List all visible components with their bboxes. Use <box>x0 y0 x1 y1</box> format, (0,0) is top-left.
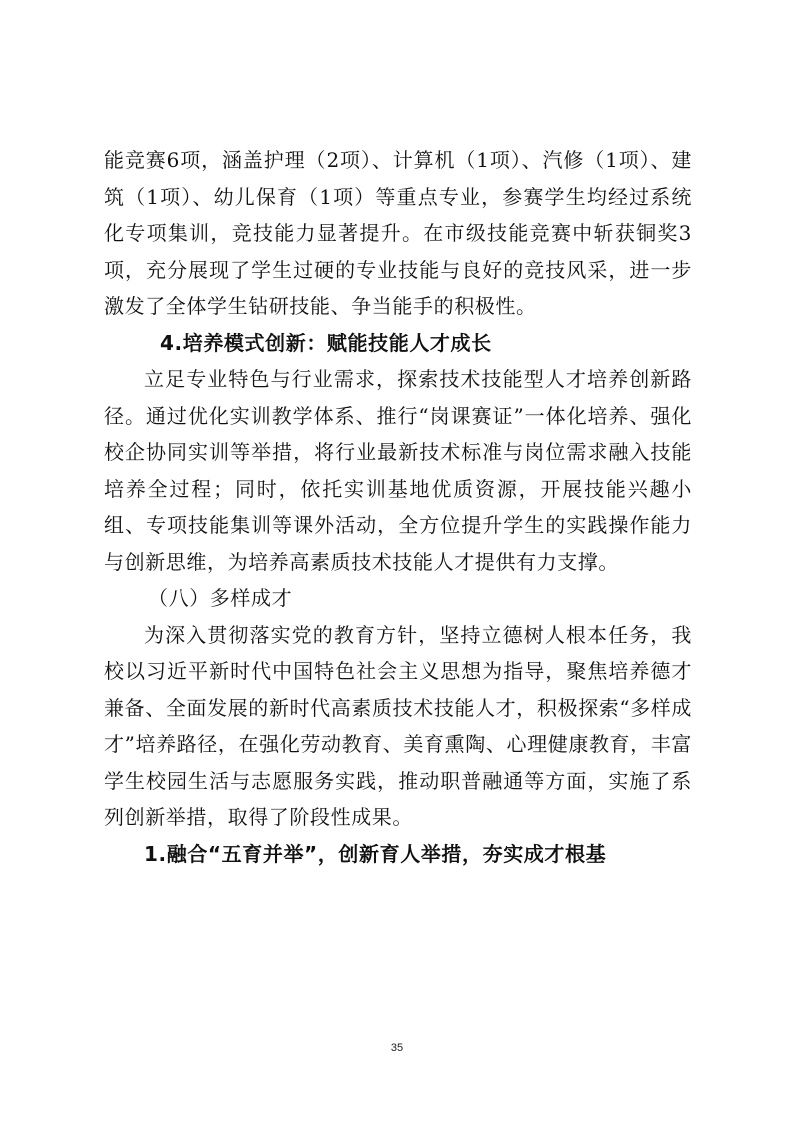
paragraph-diverse-talent: 为深入贯彻落实党的教育方针，坚持立德树人根本任务，我校以习近平新时代中国特色社会主义思想为指导，聚焦培养德才兼备、全面发展的新时代高素质技术技能人才，积极探索“多样成才”培养路径，在强化劳动教育、美育熏陶、心理健康教育，丰富学生校园生活与志愿服务实践，推动职普融通等方面，实施了系列创新举措，取得了阶段性成果。 <box>104 622 692 829</box>
body-text <box>104 142 692 872</box>
section-title-diverse-talent: （八）多样成才 <box>148 586 293 610</box>
paragraph-competition-results: 能竞赛6项，涵盖护理（2项）、计算机（1项）、汽修（1项）、建筑（1项）、幼儿保育（1项）等重点专业，参赛学生均经过系统化专项集训，竞技能力显著提升。在市级技能竞赛中斩获铜奖3项，充分展现了学生过硬的专业技能与良好的竞技风采，进一步激发了全体学生钻研技能、争当能手的积极性。 <box>104 148 692 318</box>
heading-five-education: 1.融合“五育并举”，创新育人举措，夯实成才根基 <box>144 841 607 866</box>
heading-training-model-innovation: 4.培养模式创新：赋能技能人才成长 <box>160 330 492 355</box>
page-number: 35 <box>390 1042 404 1054</box>
paragraph-training-model: 立足专业特色与行业需求，探索技术技能型人才培养创新路径。通过优化实训教学体系、推行“岗课赛证”一体化培养、强化校企协同实训等举措，将行业最新技术标准与岗位需求融入技能培养全过程；同时，依托实训基地优质资源，开展技能兴趣小组、专项技能集训等课外活动，全方位提升学生的实践操作能力与创新思维，为培养高素质技术技能人才提供有力支撑。 <box>104 367 692 574</box>
